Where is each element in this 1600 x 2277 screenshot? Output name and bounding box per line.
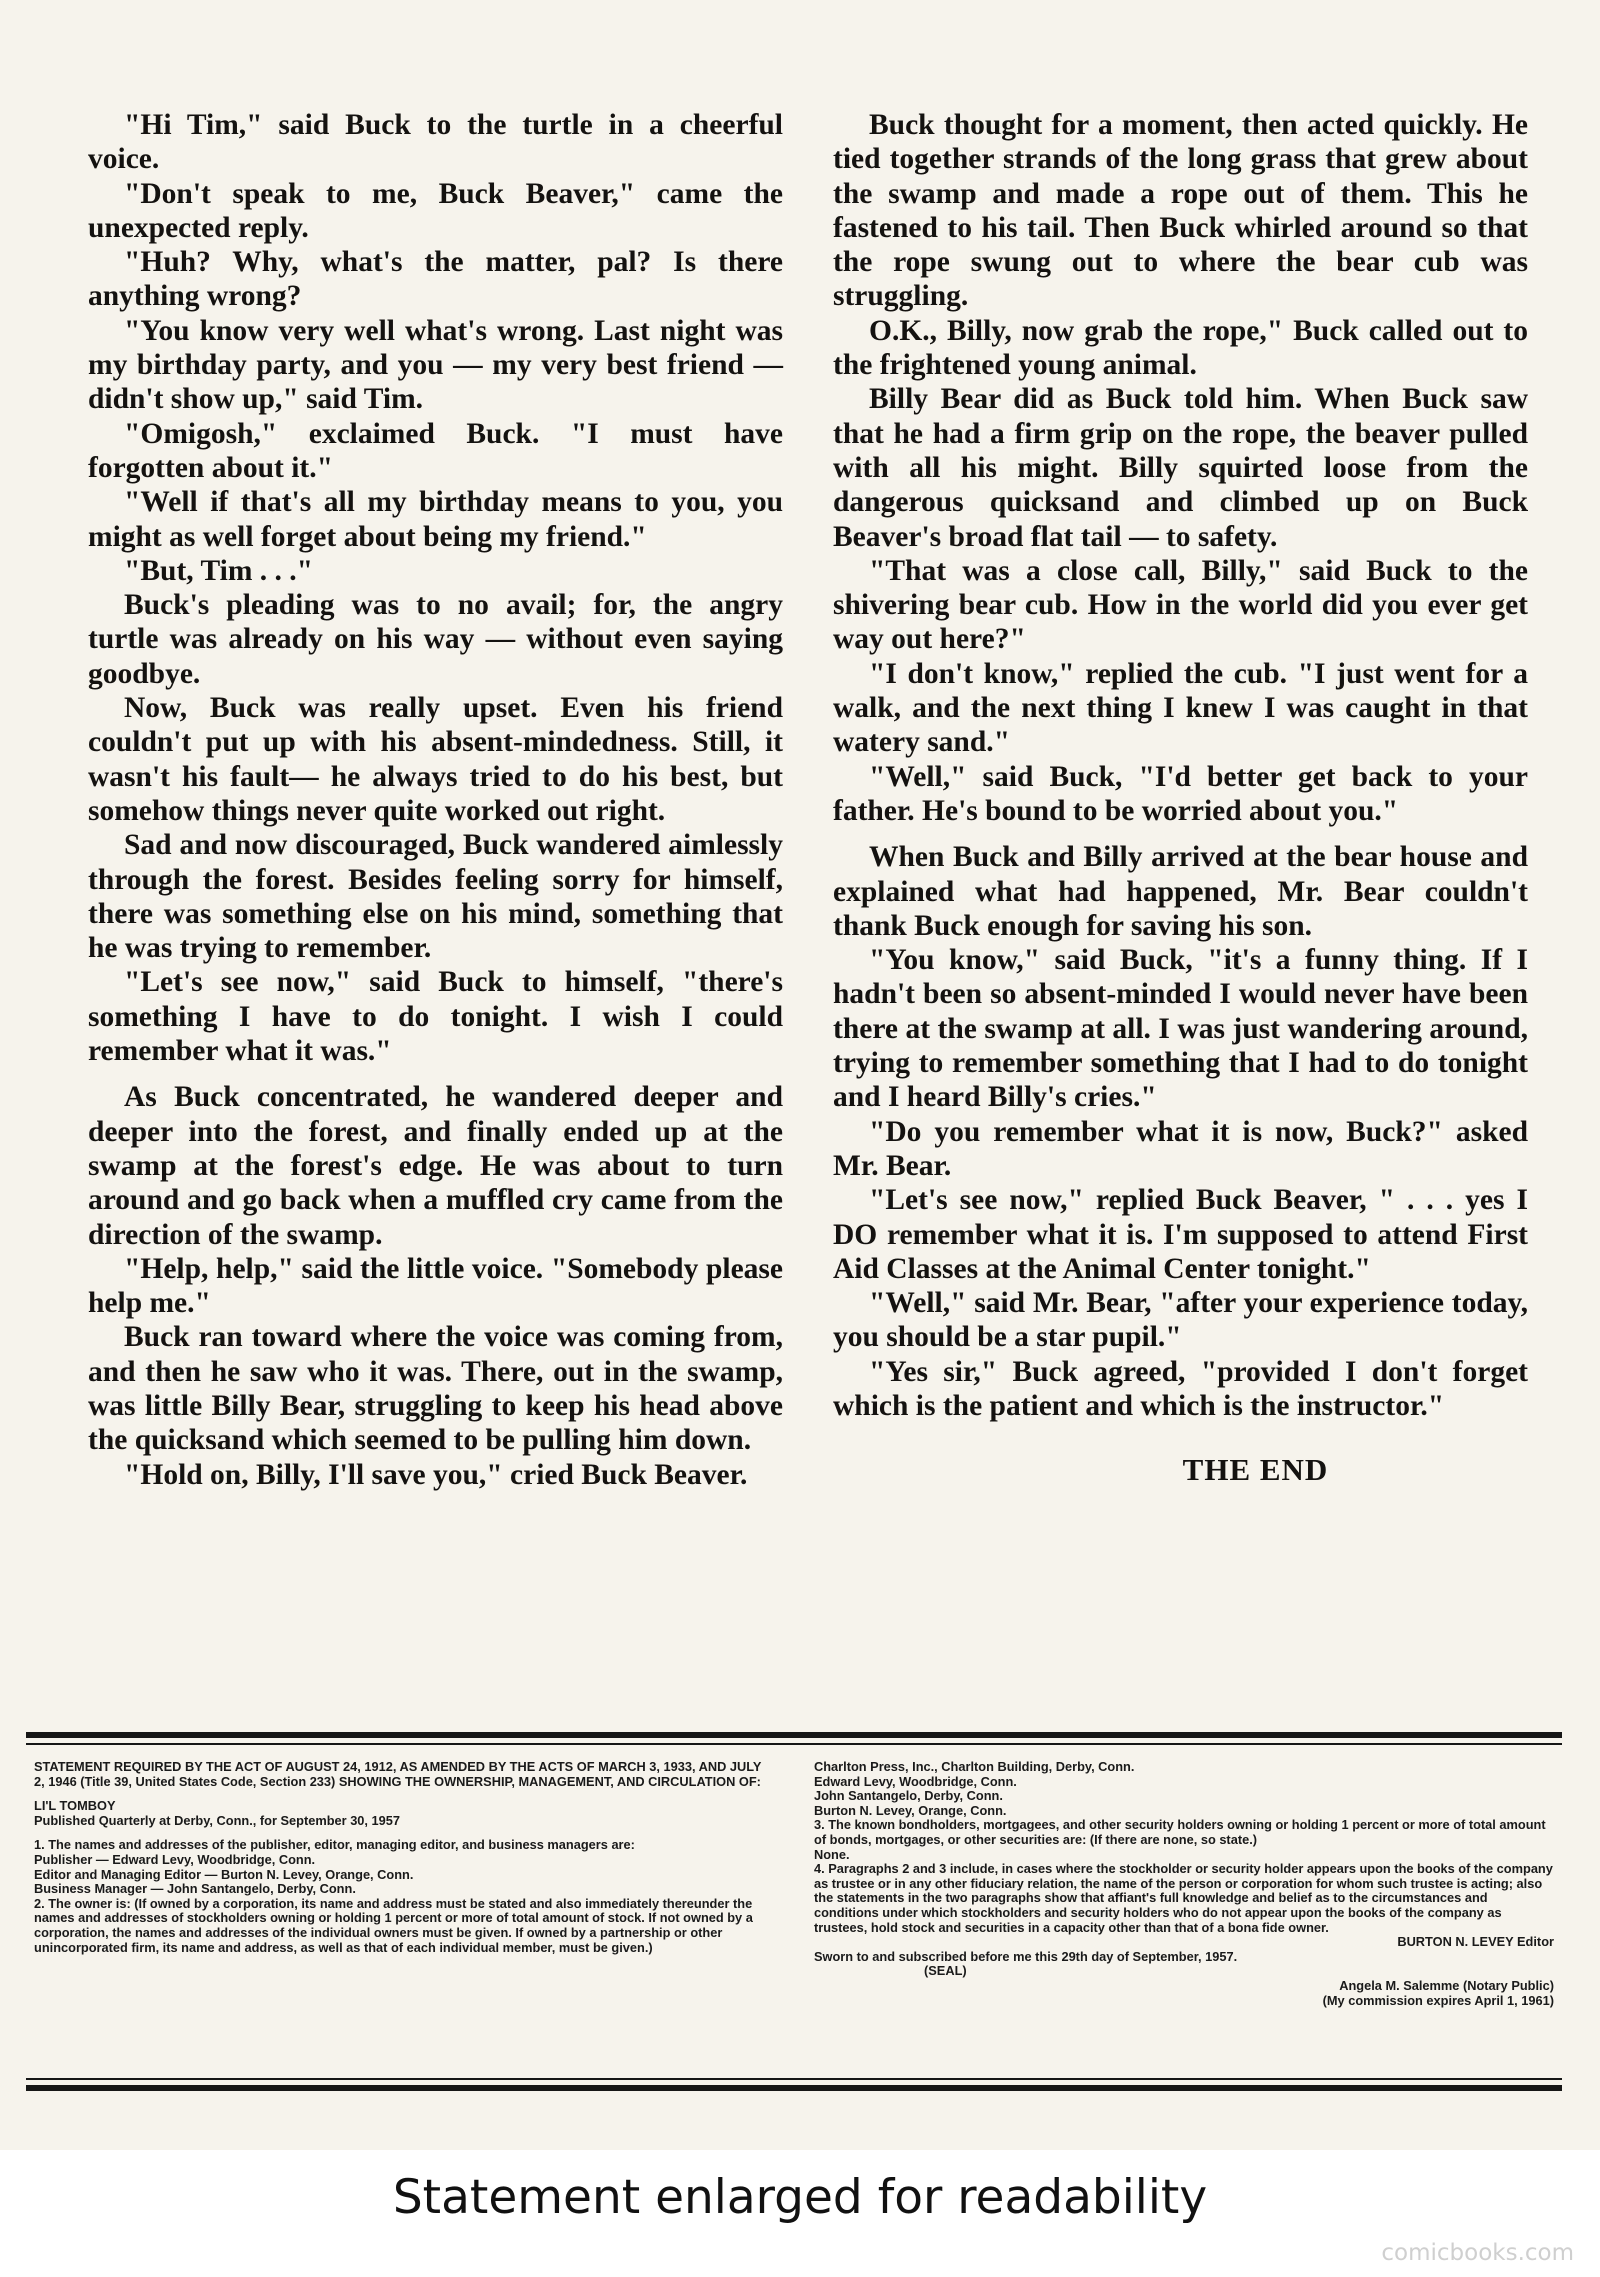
statement-editor: Editor and Managing Editor — Burton N. Levey, Orange, Conn. xyxy=(34,1866,414,1882)
statement-published: Published Quarterly at Derby, Conn., for September 30, 1957 xyxy=(34,1812,401,1828)
paragraph: "That was a close call, Billy," said Buck to the shivering bear cub. How in the world did you ever get way out here?" xyxy=(833,554,1528,656)
paragraph: Buck's pleading was to no avail; for, the angry turtle was already on his way — without even saying goodbye. xyxy=(88,589,783,690)
statement-publisher: Publisher — Edward Levy, Woodbridge, Conn. xyxy=(34,1851,316,1867)
paragraph: Now, Buck was really upset. Even his friend couldn't put up with his absent-mindedness. Still, it wasn't his fault— he always tried to do his best, but somehow things never quite worked out right. xyxy=(88,692,783,827)
paragraph: Sad and now discouraged, Buck wandered aimlessly through the forest. Besides feeling sorry for himself, there was something else on his mind, something that he was trying to remember. xyxy=(88,829,783,965)
paragraph: "Yes sir," Buck agreed, "provided I don't forget which is the patient and which is the instructor." xyxy=(833,1355,1528,1422)
statement-none: None. xyxy=(814,1846,850,1862)
statement-column-right xyxy=(814,1760,1554,2065)
paragraph: "Do you remember what it is now, Buck?" asked Mr. Bear. xyxy=(833,1115,1528,1182)
paragraph: "Hi Tim," said Buck to the turtle in a cheerful voice. xyxy=(88,109,783,176)
paragraph: "You know," said Buck, "it's a funny thing. If I hadn't been so absent-minded I would never have been there at the swamp at all. I was just wandering around, trying to remember something that I had to do tonight and I heard Billy's cries." xyxy=(833,944,1528,1114)
story-column-right xyxy=(833,108,1528,1688)
paragraph: "Well," said Mr. Bear, "after your experience today, you should be a star pupil." xyxy=(833,1287,1528,1354)
paragraph: Buck thought for a moment, then acted quickly. He tied together strands of the long grass that grew about the swamp and made a rope out of them. This he fastened to his tail. Then Buck whirled around so that the rope swung out to where the bear cub was struggling. xyxy=(833,109,1528,313)
statement-item-2: 2. The owner is: (If owned by a corporation, its name and address must be stated and also immediately thereunder the names and addresses of stockholders owning or holding 1 percent or more of total amount of stock. If not owned by a corporation, the names and addresses of the individual owners must be given. If owned by a partnership or other unincorporated firm, its name and address, as well as that of each individual member, must be given.) xyxy=(34,1895,753,1955)
statement-business-manager: Business Manager — John Santangelo, Derby, Conn. xyxy=(34,1881,356,1897)
watermark: comicbooks.com xyxy=(1381,2240,1574,2266)
statement-owner: Burton N. Levey, Orange, Conn. xyxy=(814,1802,1007,1818)
paragraph: "I don't know," replied the cub. "I just went for a walk, and the next thing I knew I was caught in that watery sand." xyxy=(833,657,1528,759)
the-end-label: THE END xyxy=(1182,1452,1329,1488)
statement-commission: (My commission expires April 1, 1961) xyxy=(1322,1992,1554,2008)
paragraph: "Well if that's all my birthday means to you, you might as well forget about being my friend." xyxy=(88,486,783,553)
paragraph: Buck ran toward where the voice was coming from, and then he saw who it was. There, out in the swamp, was little Billy Bear, struggling to keep his head above the quicksand which seemed to be pulling him down. xyxy=(88,1321,783,1457)
paragraph: "Huh? Why, what's the matter, pal? Is there anything wrong? xyxy=(88,246,783,313)
statement-owner: John Santangelo, Derby, Conn. xyxy=(814,1788,1003,1804)
statement-owner: Charlton Press, Inc., Charlton Building, Derby, Conn. xyxy=(814,1759,1135,1774)
statement-sworn: Sworn to and subscribed before me this 29th day of September, 1957. xyxy=(814,1948,1238,1964)
paragraph: Billy Bear did as Buck told him. When Buck saw that he had a firm grip on the rope, the beaver pulled with all his might. Billy squirted loose from the dangerous quicksand and climbed up on Buck Beaver's broad flat tail — to safety. xyxy=(833,383,1528,553)
paragraph: "You know very well what's wrong. Last night was my birthday party, and you — my very best friend — didn't show up," said Tim. xyxy=(88,314,783,416)
statement-seal: (SEAL) xyxy=(924,1963,967,1979)
paragraph: "Let's see now," said Buck to himself, "there's something I have to do tonight. I wish I could remember what it was." xyxy=(88,966,783,1068)
paragraph: O.K., Billy, now grab the rope," Buck called out to the frightened young animal. xyxy=(833,314,1528,382)
statement-owner: Edward Levy, Woodbridge, Conn. xyxy=(814,1773,1017,1789)
statement-column-left xyxy=(34,1760,772,2065)
story-column-left xyxy=(88,108,783,1688)
paragraph: "Well," said Buck, "I'd better get back to your father. He's bound to be worried about you." xyxy=(833,760,1528,827)
statement-top-rule xyxy=(26,1732,1562,1738)
ownership-statement xyxy=(34,1760,1554,2065)
statement-bottom-rule xyxy=(26,2085,1562,2091)
statement-item-3: 3. The known bondholders, mortgagees, and other security holders owning or holding 1 percent or more of total amount of bonds, mortgages, or other securities are: (If there are none, so state.) xyxy=(814,1817,1546,1847)
paragraph: "Omigosh," exclaimed Buck. "I must have forgotten about it." xyxy=(88,417,783,484)
paragraph: "Help, help," said the little voice. "Somebody please help me." xyxy=(88,1252,783,1320)
statement-title: LI'L TOMBOY xyxy=(34,1798,116,1814)
paragraph: When Buck and Billy arrived at the bear house and explained what had happened, Mr. Bear couldn't thank Buck enough for saving his son. xyxy=(833,841,1528,942)
statement-top-rule-thin xyxy=(26,1743,1562,1745)
paragraph: "But, Tim . . ." xyxy=(124,554,314,587)
paragraph: "Don't speak to me, Buck Beaver," came the unexpected reply. xyxy=(88,177,783,244)
paragraph: "Hold on, Billy, I'll save you," cried Buck Beaver. xyxy=(124,1458,748,1491)
statement-bottom-rule-thin xyxy=(26,2078,1562,2080)
statement-item-4: 4. Paragraphs 2 and 3 include, in cases where the stockholder or security holder appears upon the books of the company as trustee or in any other fiduciary relation, the name of the person or corporation for whom such trustee is acting; also the statements in the two paragraphs show that affiant's full knowledge and belief as to the circumstances and conditions under which stockholders and security holders who do not appear upon the books of the company as trustees, hold stock and securities in a capacity other than that of a bona fide owner. xyxy=(814,1861,1553,1935)
paragraph: "Let's see now," replied Buck Beaver, " . . . yes I DO remember what it is. I'm supposed to attend First Aid Classes at the Animal Center tonight." xyxy=(833,1184,1528,1285)
statement-signer: BURTON N. LEVEY Editor xyxy=(1397,1934,1554,1950)
statement-item-1: 1. The names and addresses of the publisher, editor, managing editor, and business managers are: xyxy=(34,1837,635,1853)
caption: Statement enlarged for readability xyxy=(392,2170,1208,2225)
story-text xyxy=(88,108,1528,1688)
statement-notary: Angela M. Salemme (Notary Public) xyxy=(1339,1977,1554,1993)
statement-heading: STATEMENT REQUIRED BY THE ACT OF AUGUST 24, 1912, AS AMENDED BY THE ACTS OF MARCH 3, 1933, AND JULY 2, 1946 (Title 39, United States Code, Section 233) SHOWING THE OWNERSHIP, MANAGEMENT, AND CIRCULATION OF: xyxy=(34,1759,762,1789)
paragraph: As Buck concentrated, he wandered deeper and deeper into the forest, and finally ended up at the swamp at the forest's edge. He was about to turn around and go back when a muffled cry came from the direction of the swamp. xyxy=(88,1081,783,1251)
